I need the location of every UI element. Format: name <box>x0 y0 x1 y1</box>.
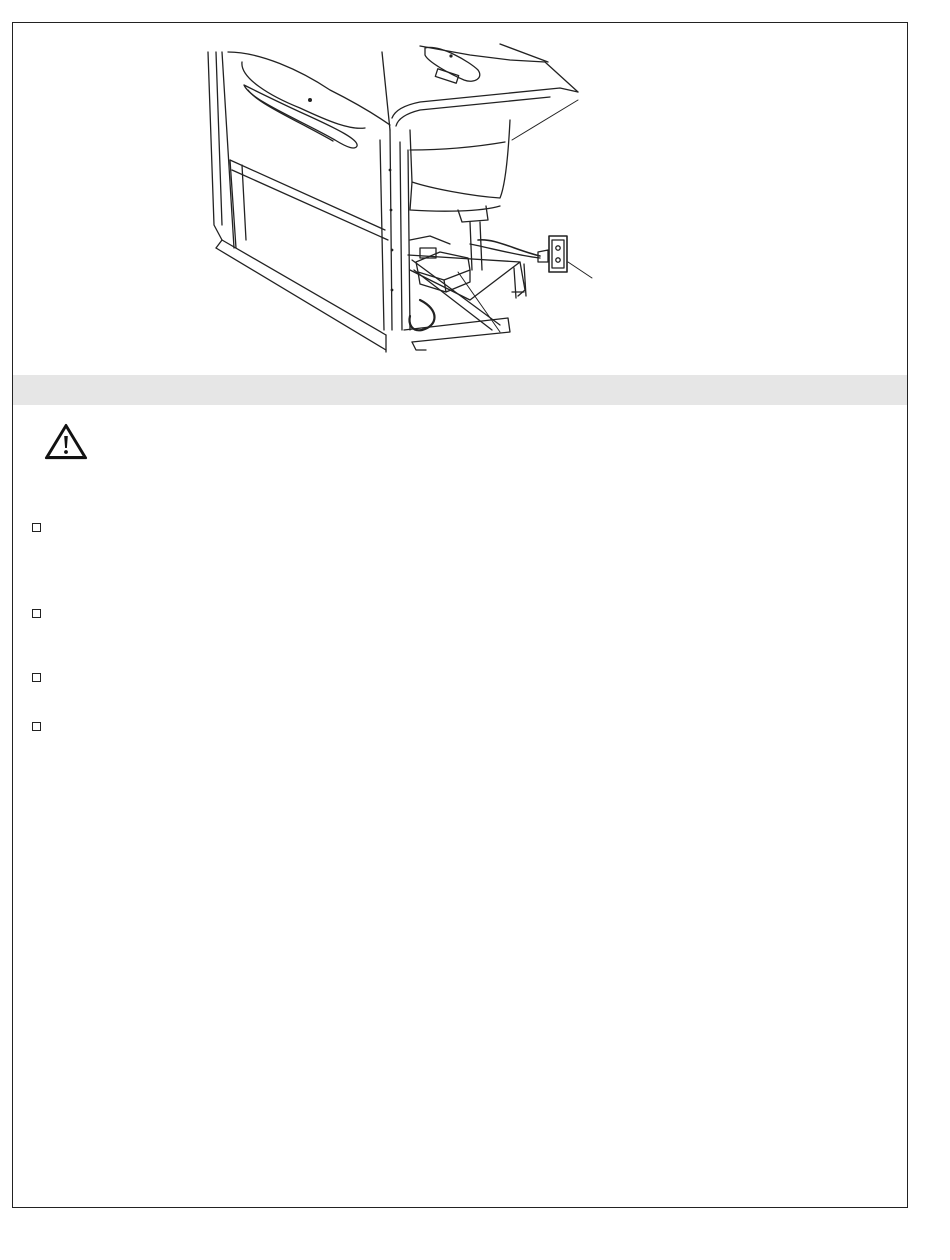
step-checkbox-3[interactable] <box>32 673 41 682</box>
section-header-band <box>13 375 907 405</box>
step-checkbox-1[interactable] <box>32 523 41 532</box>
step-checkbox-2[interactable] <box>32 609 41 618</box>
warning-triangle-icon <box>44 423 88 461</box>
bathtub-installation-illustration <box>13 23 907 373</box>
step-checkbox-4[interactable] <box>32 722 41 731</box>
